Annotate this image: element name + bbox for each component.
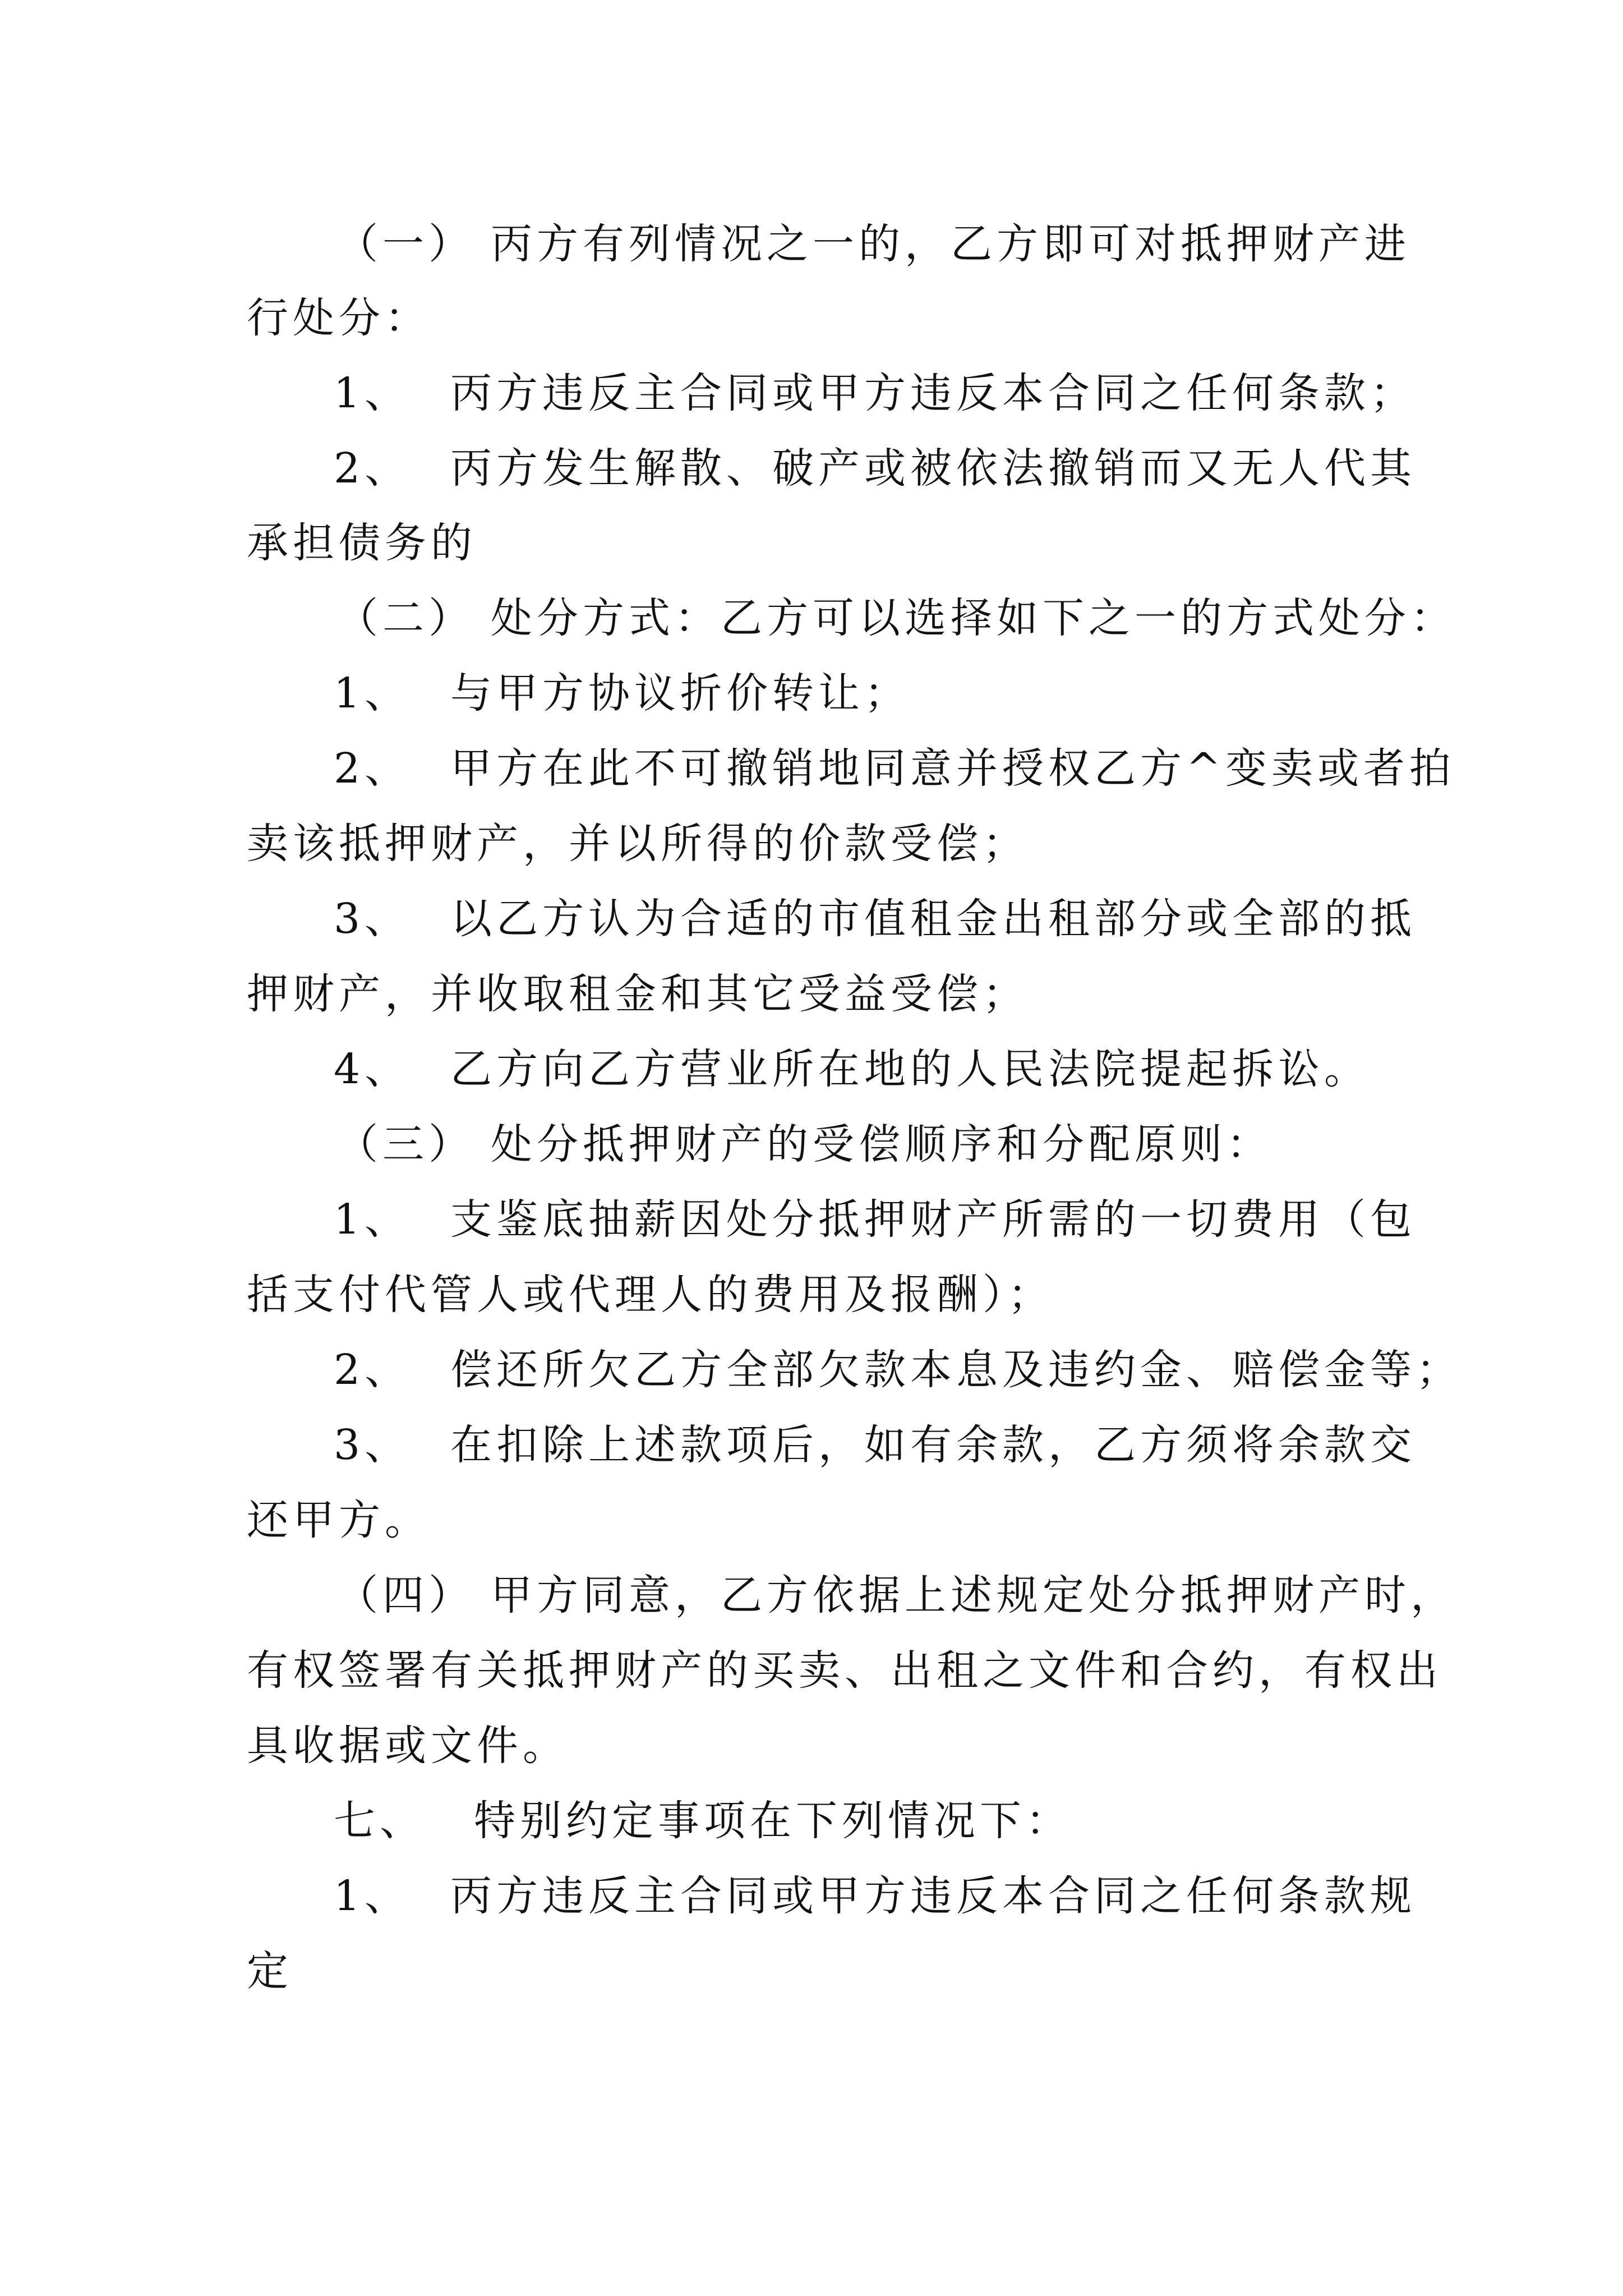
- item-number: 1、: [334, 369, 411, 417]
- item-number: 4、: [334, 1045, 411, 1093]
- section-heading-line: [336, 1116, 1272, 1172]
- section-marker: （四）: [336, 1571, 474, 1619]
- paragraph-text: 丙方有列情况之一的，乙方即可对抵押财产进: [491, 220, 1410, 268]
- clause-marker: 七、: [334, 1797, 426, 1845]
- item-number: 2、: [334, 444, 411, 493]
- list-item-line: [334, 1342, 1462, 1398]
- paragraph-text: 丙方违反主合同或甲方违反本合同之任何条款；: [450, 369, 1416, 417]
- paragraph-text: 特别约定事项在下列情况下：: [474, 1797, 1072, 1845]
- continuation-line: [247, 1267, 1054, 1323]
- paragraph-text: 与甲方协议折价转让；: [450, 669, 910, 717]
- item-number: 1、: [334, 1195, 411, 1244]
- continuation-line: [247, 515, 477, 571]
- paragraph-text: 以乙方认为合适的市值租金出租部分或全部的抵: [450, 895, 1416, 943]
- paragraph-text: 具收据或文件。: [247, 1722, 569, 1770]
- list-item-line: [334, 365, 1416, 421]
- paragraph-text: 卖该抵押财产，并以所得的价款受偿；: [247, 820, 1029, 868]
- item-number: 3、: [334, 1421, 411, 1469]
- paragraph-text: 押财产，并收取租金和其它受益受偿；: [247, 970, 1029, 1018]
- section-marker: （一）: [336, 220, 474, 268]
- clause-heading-line: [334, 1793, 1072, 1849]
- paragraph-text: 甲方在此不可撤销地同意并授权乙方^变卖或者拍: [450, 744, 1456, 793]
- section-marker: （三）: [336, 1120, 474, 1168]
- item-number: 1、: [334, 1872, 411, 1920]
- list-item-line: [334, 1868, 1416, 1924]
- continuation-line: [247, 1943, 293, 1999]
- paragraph-text: 行处分：: [247, 294, 431, 342]
- list-item-line: [334, 665, 910, 721]
- item-number: 2、: [334, 1346, 411, 1394]
- section-heading-line: [336, 1567, 1456, 1623]
- paragraph-1-line-2: [247, 290, 431, 346]
- paragraph-text: 支鉴底抽薪因处分抵押财产所需的一切费用（包: [450, 1195, 1416, 1244]
- paragraph-text: 还甲方。: [247, 1496, 431, 1544]
- paragraph-text: 处分方式：乙方可以选择如下之一的方式处分：: [491, 594, 1456, 642]
- section-heading-line: [336, 590, 1456, 646]
- paragraph-1-line-1: [336, 216, 1410, 272]
- paragraph-text: 偿还所欠乙方全部欠款本息及违约金、赔偿金等；: [450, 1346, 1462, 1394]
- item-number: 2、: [334, 744, 411, 793]
- continuation-line: [247, 1642, 1442, 1699]
- paragraph-text: 承担债务的: [247, 519, 477, 567]
- list-item-line: [334, 1041, 1370, 1097]
- list-item-line: [334, 740, 1455, 797]
- section-marker: （二）: [336, 594, 474, 642]
- paragraph-text: 乙方向乙方营业所在地的人民法院提起拆讼。: [450, 1045, 1370, 1093]
- paragraph-text: 丙方违反主合同或甲方违反本合同之任何条款规: [450, 1872, 1416, 1920]
- item-number: 3、: [334, 895, 411, 943]
- paragraph-text: 丙方发生解散、破产或被依法撤销而又无人代其: [450, 444, 1416, 493]
- item-number: 1、: [334, 669, 411, 717]
- list-item-line: [334, 891, 1416, 947]
- paragraph-text: 定: [247, 1947, 293, 1995]
- list-item-line: [334, 1417, 1416, 1473]
- paragraph-text: 甲方同意，乙方依据上述规定处分抵押财产时，: [491, 1571, 1456, 1619]
- continuation-line: [247, 816, 1029, 872]
- paragraph-text: 处分抵押财产的受偿顺序和分配原则：: [491, 1120, 1272, 1168]
- continuation-line: [247, 1492, 431, 1548]
- list-item-line: [334, 440, 1416, 496]
- paragraph-text: 有权签署有关抵押财产的买卖、出租之文件和合约，有权出: [247, 1646, 1442, 1695]
- list-item-line: [334, 1191, 1416, 1248]
- paragraph-text: 在扣除上述款项后，如有余款，乙方须将余款交: [450, 1421, 1416, 1469]
- continuation-line: [247, 1718, 569, 1774]
- continuation-line: [247, 966, 1029, 1022]
- paragraph-text: 括支付代管人或代理人的费用及报酬）；: [247, 1271, 1054, 1319]
